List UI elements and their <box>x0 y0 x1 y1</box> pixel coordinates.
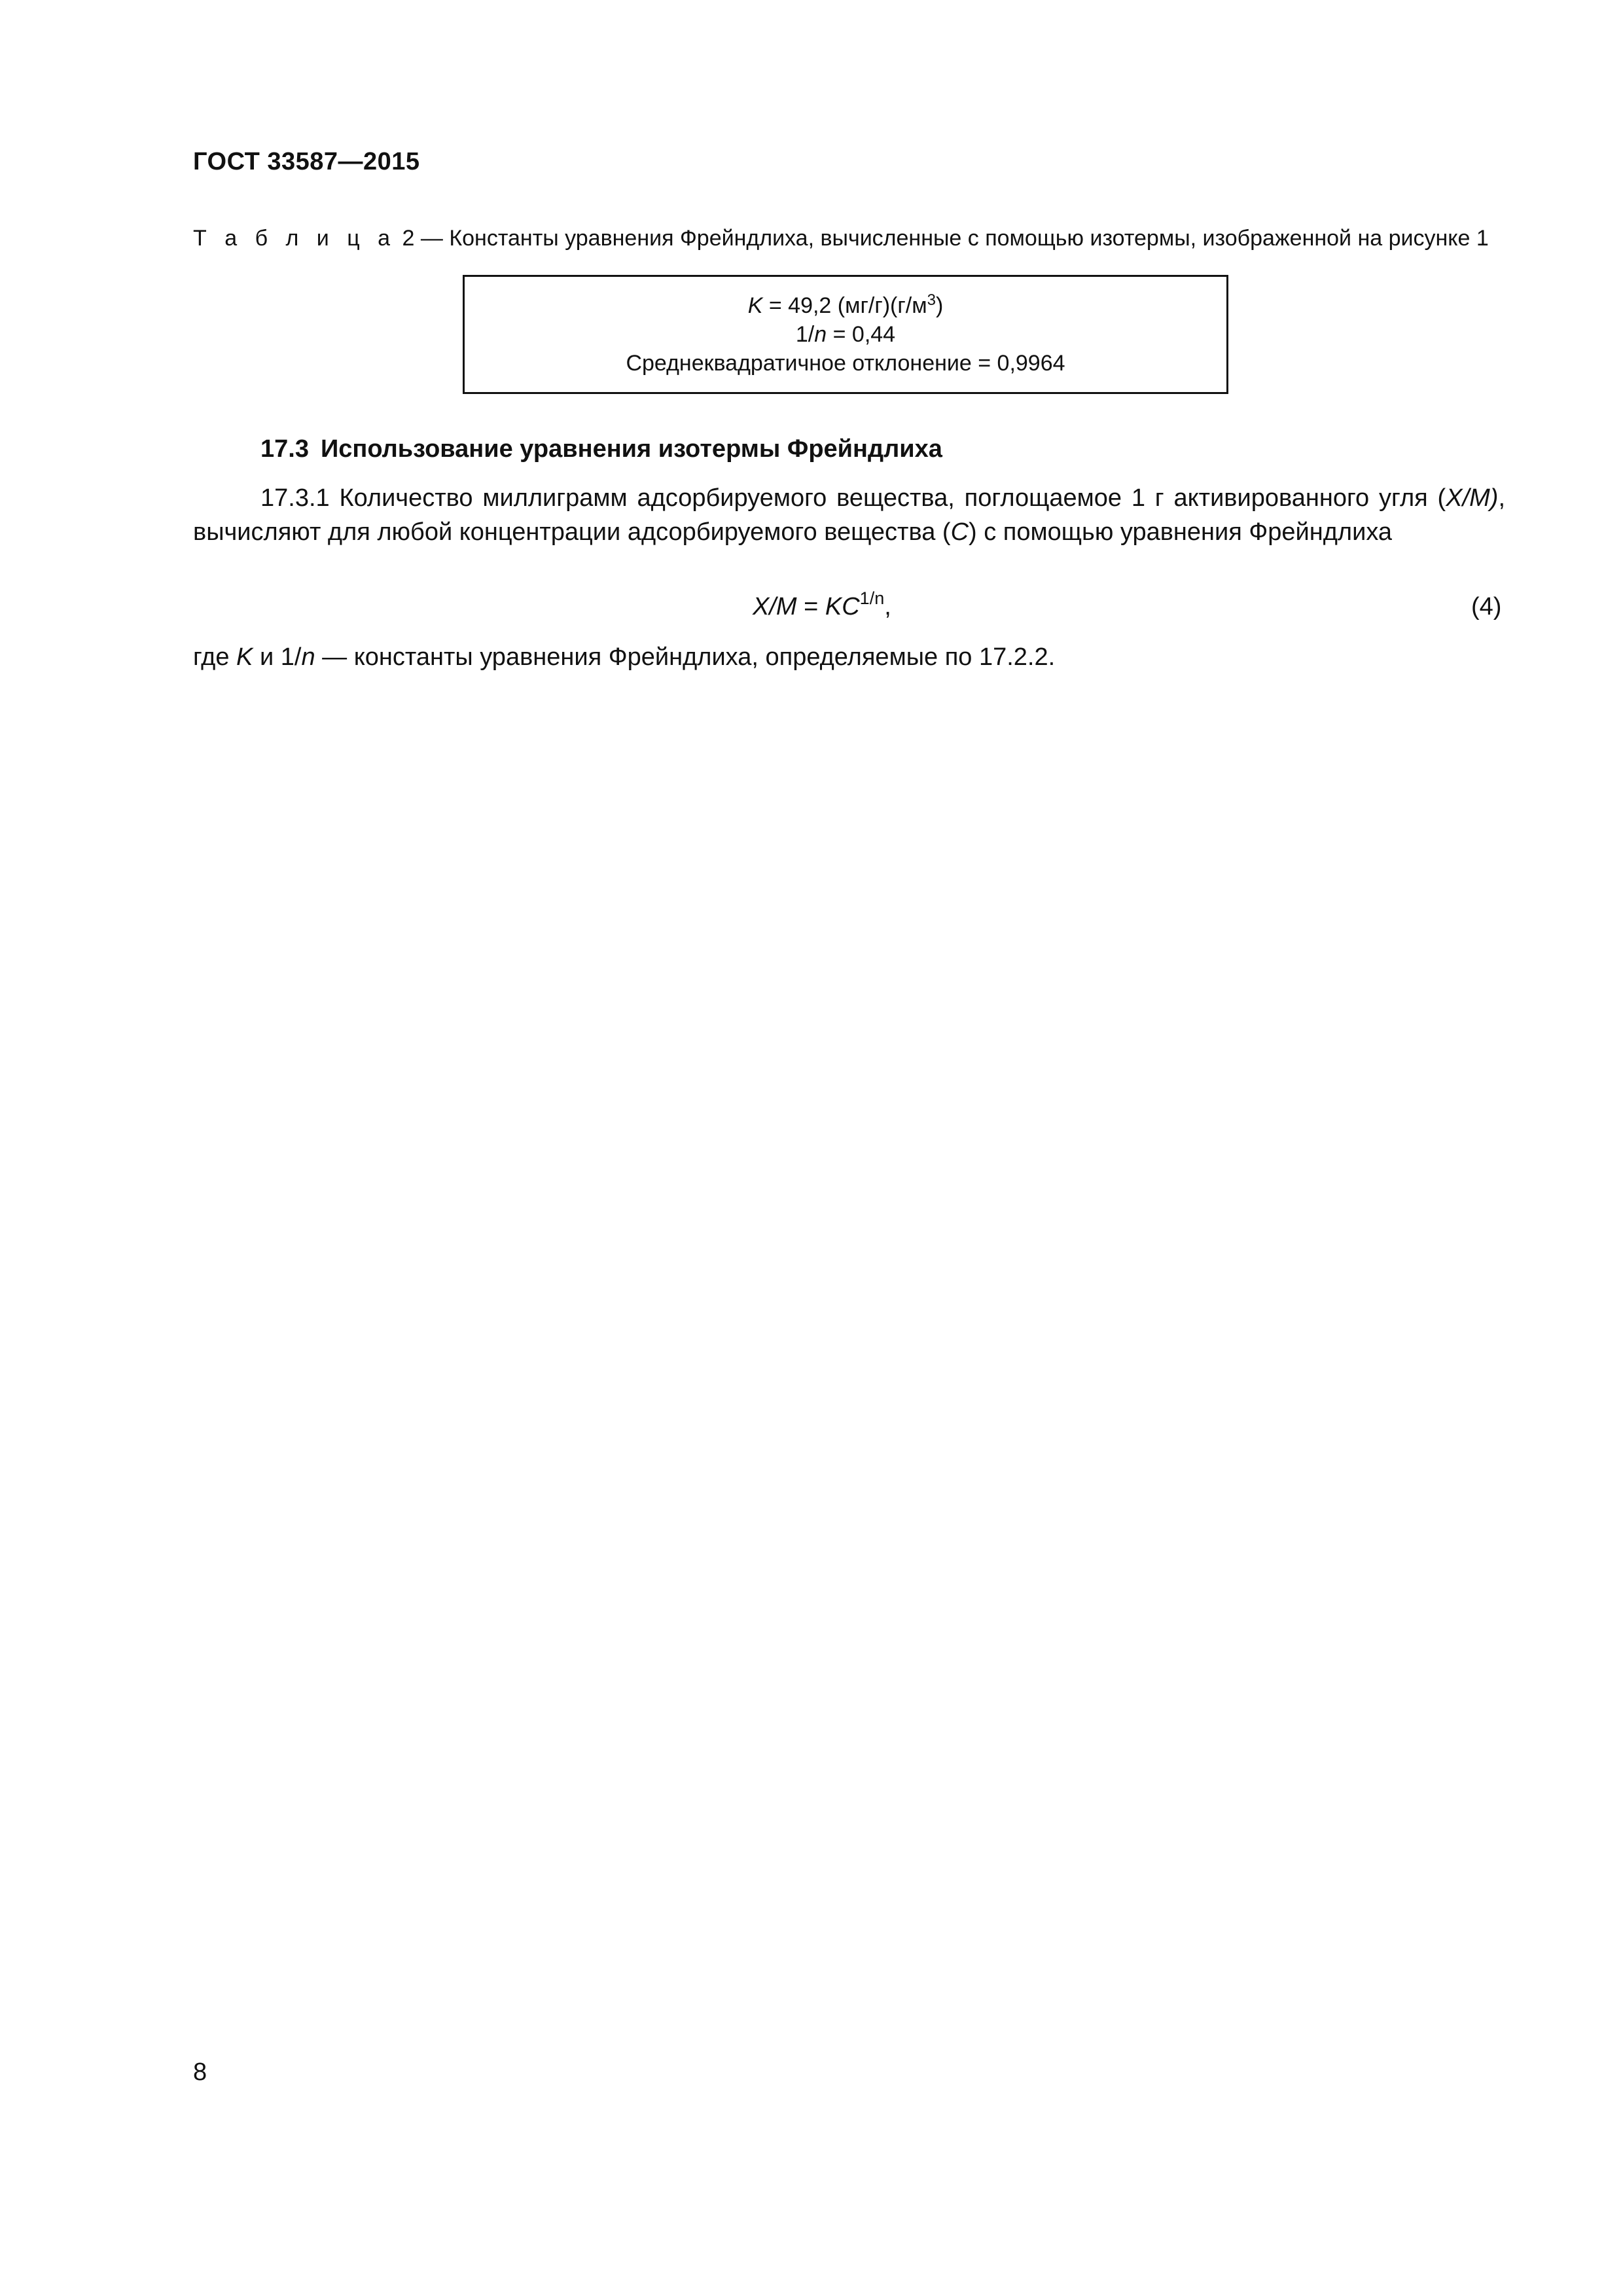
n-constant-row <box>796 320 895 349</box>
paragraph-xm-symbol: X/M) <box>1446 484 1499 512</box>
k-constant-row <box>748 291 944 320</box>
k-unit-close: ) <box>935 293 944 318</box>
n-prefix: 1/ <box>795 322 815 347</box>
formula-equals: = <box>796 593 825 620</box>
table-caption-label: Т а б л и ц а <box>193 226 397 251</box>
where-k-symbol: K <box>236 643 253 671</box>
paragraph-part1: 17.3.1 Количество миллиграмм адсорбируемого вещества, поглощаемое 1 г активированного угля ( <box>260 484 1446 512</box>
formula-rhs: KC <box>825 593 860 620</box>
freundlich-formula <box>753 588 891 621</box>
k-unit-exponent: 3 <box>927 291 936 309</box>
formula-trail: , <box>884 593 891 620</box>
section-title: Использование уравнения изотермы Фрейндлиха <box>320 435 942 463</box>
table-caption <box>193 226 1515 251</box>
formula-exponent: 1/n <box>859 588 885 608</box>
section-number: 17.3 <box>260 435 309 463</box>
paragraph-part3: ) с помощью уравнения Фрейндлиха <box>969 518 1393 546</box>
rms-deviation-row: Среднеквадратичное отклонение = 0,9964 <box>626 351 1065 376</box>
paragraph-part2: , вычисляют для любой концентрации адсорбируемого вещества ( <box>193 484 1505 546</box>
formula-number: (4) <box>1471 593 1502 620</box>
n-value: = 0,44 <box>827 322 896 347</box>
formula-lhs: X/M <box>753 593 797 620</box>
table-caption-number: 2 <box>402 226 415 251</box>
k-symbol: K <box>747 293 763 318</box>
where-mid: и 1/ <box>253 643 302 671</box>
table-caption-text: — Константы уравнения Фрейндлиха, вычисленные с помощью изотермы, изображенной на рисунке 1 <box>420 226 1489 251</box>
where-suffix: — константы уравнения Фрейндлиха, определяемые по 17.2.2. <box>315 643 1056 671</box>
where-prefix: где <box>193 643 237 671</box>
document-header: ГОСТ 33587—2015 <box>193 148 420 175</box>
paragraph-c-symbol: C <box>950 518 969 546</box>
where-line <box>193 643 1055 672</box>
section-heading <box>260 435 942 463</box>
where-n-symbol: n <box>301 643 315 671</box>
k-value: = 49,2 (мг/г)(г/м <box>762 293 927 318</box>
body-paragraph <box>193 481 1505 549</box>
constants-table <box>463 275 1228 394</box>
page-number: 8 <box>193 2058 207 2086</box>
n-symbol: n <box>814 322 827 347</box>
